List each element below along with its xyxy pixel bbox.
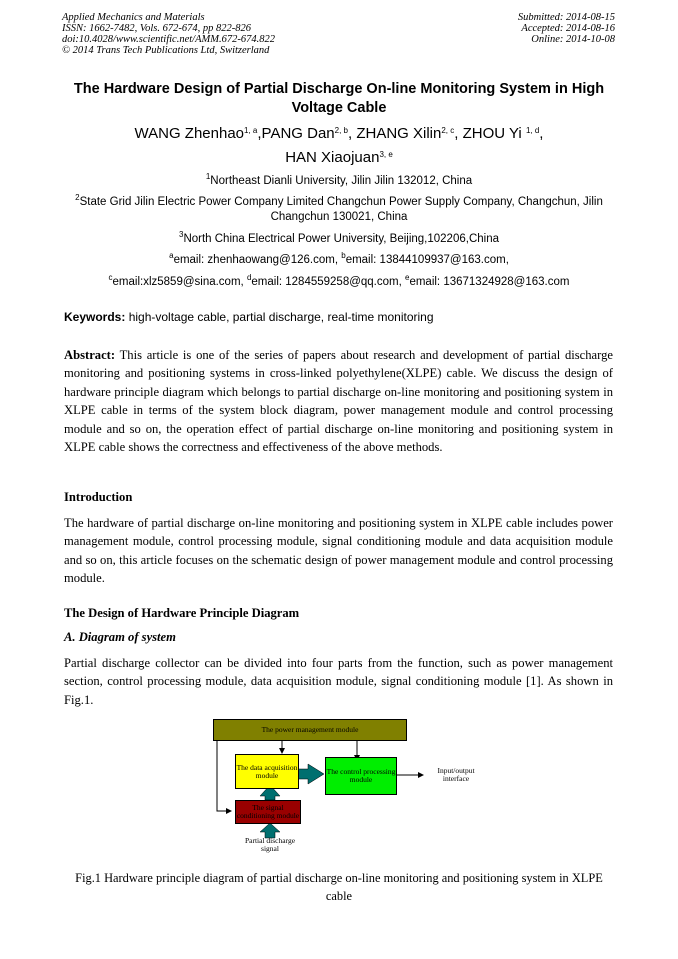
arrow-data-to-control (297, 764, 324, 784)
abstract-text: This article is one of the series of papers about research and development of partial discharge monitoring and positioning systems in cross-linked polyethylene(XLPE) cable. We discuss the design of hardware principle diagram which belongs to partial discharge on-line monitoring and positioning system in XLPE cable in terms of the system block diagram, power management module and control processing module and so on, the operation effect of partial discharge on-line monitoring and positioning system in XLPE cable shows the correctness and effectiveness of the above methods. (64, 348, 613, 455)
email-text: email: 13671324928@163.com (409, 276, 570, 288)
affiliation-3 (62, 232, 616, 247)
affiliation-text: State Grid Jilin Electric Power Company Limited Changchun Power Supply Company, Changchun, Jilin Changchun 130021, China (79, 196, 603, 223)
abstract-label: Abstract: (64, 348, 116, 362)
keywords-text: high-voltage cable, partial discharge, real-time monitoring (125, 310, 434, 324)
design-text: Partial discharge collector can be divided into four parts from the function, such as power management section, control processing module, data acquisition module, signal conditioning module [1]. As shown in Fig.1. (64, 656, 613, 707)
author-affiliation-mark: 1, a (244, 126, 258, 135)
submitted-date: Submitted: 2014-08-15 (517, 12, 615, 23)
abstract (64, 346, 613, 456)
email-line-1 (62, 253, 616, 268)
affiliation-mark: 2 (75, 193, 80, 202)
journal-doi: doi:10.4028/www.scientific.net/AMM.672-674.822 (62, 34, 275, 45)
author-name: PANG Dan (261, 125, 335, 142)
email-text: email: zhenhaowang@126.com, (173, 254, 342, 266)
author-affiliation-mark: 2, c (441, 126, 455, 135)
figure-block-diagram (205, 716, 515, 866)
submission-dates (518, 12, 615, 45)
affiliation-text: North China Electrical Power University, Beijing,102206,China (183, 233, 499, 245)
author-name: WANG Zhenhao (134, 125, 245, 142)
journal-name: Applied Mechanics and Materials (62, 12, 205, 23)
signal-conditioning-box: The signal conditioning module (235, 800, 301, 824)
control-processing-box: The control processing module (325, 757, 397, 795)
data-acquisition-box: The data acquisition module (235, 754, 299, 789)
accepted-date: Accepted: 2014-08-16 (521, 23, 615, 34)
author-name: ZHOU Yi (462, 125, 526, 142)
affiliation-1 (62, 174, 616, 189)
email-text: email:xlz5859@sina.com, (112, 276, 247, 288)
affiliation-mark: 3 (178, 230, 184, 239)
introduction-text: The hardware of partial discharge on-line monitoring and positioning system in XLPE cable includes power management module, control processing module, signal conditioning module and data acquisition module and so on, this article focuses on the schematic design of power management module and control processing module. (64, 516, 613, 586)
affiliation-2 (62, 195, 616, 225)
author-affiliation-mark: 1, d (525, 126, 540, 135)
section-heading-introduction: Introduction (64, 490, 133, 504)
author-name: ZHANG Xilin (356, 125, 442, 142)
author-list: WANG Zhenhao$^{1, a}$,PANG Dan$^{2, b}$, ZHANG Xilin$^{2, c}$, ZHOU Yi $^{1, d}$, HAN Xiaojuan$^{3, e}$ (134, 125, 544, 166)
author-name: HAN Xiaojuan (285, 149, 380, 166)
paper-title: The Hardware Design of Partial Discharge On-line Monitoring System in High Voltage Cable (73, 81, 605, 116)
section-heading-design: The Design of Hardware Principle Diagram (64, 606, 300, 620)
online-date: Online: 2014-10-08 (531, 34, 615, 45)
author-affiliation-mark: 2, b (334, 126, 348, 135)
subsection-heading: A. Diagram of system (64, 630, 176, 644)
figure-caption: Fig.1 Hardware principle diagram of partial discharge on-line monitoring and positioning system in XLPE cable (75, 871, 603, 903)
affiliation-text: Northeast Dianli University, Jilin Jilin 132012, China (210, 175, 473, 187)
author-affiliation-mark: 3, e (379, 150, 393, 159)
email-mark: d (246, 273, 252, 282)
keywords-label: Keywords: (64, 310, 126, 324)
io-interface-label: Input/output interface (437, 766, 475, 783)
email-line-2 (62, 275, 616, 290)
journal-info (62, 12, 275, 56)
affiliation-mark: 1 (205, 172, 211, 181)
arrow-power-to-signal (217, 740, 231, 811)
email-text: email: 1284559258@qq.com, (251, 276, 405, 288)
power-management-box: The power management module (213, 719, 407, 741)
email-mark: e (405, 273, 410, 282)
email-mark: b (341, 251, 346, 260)
email-mark: c (108, 273, 113, 282)
journal-copyright: © 2014 Trans Tech Publications Ltd, Switzerland (62, 45, 270, 56)
email-mark: a (169, 251, 174, 260)
input-signal-label: Partial discharge signal (244, 836, 296, 853)
keywords (64, 310, 434, 324)
email-text: email: 13844109937@163.com, (345, 254, 509, 266)
journal-issn: ISSN: 1662-7482, Vols. 672-674, pp 822-826 (62, 23, 251, 34)
